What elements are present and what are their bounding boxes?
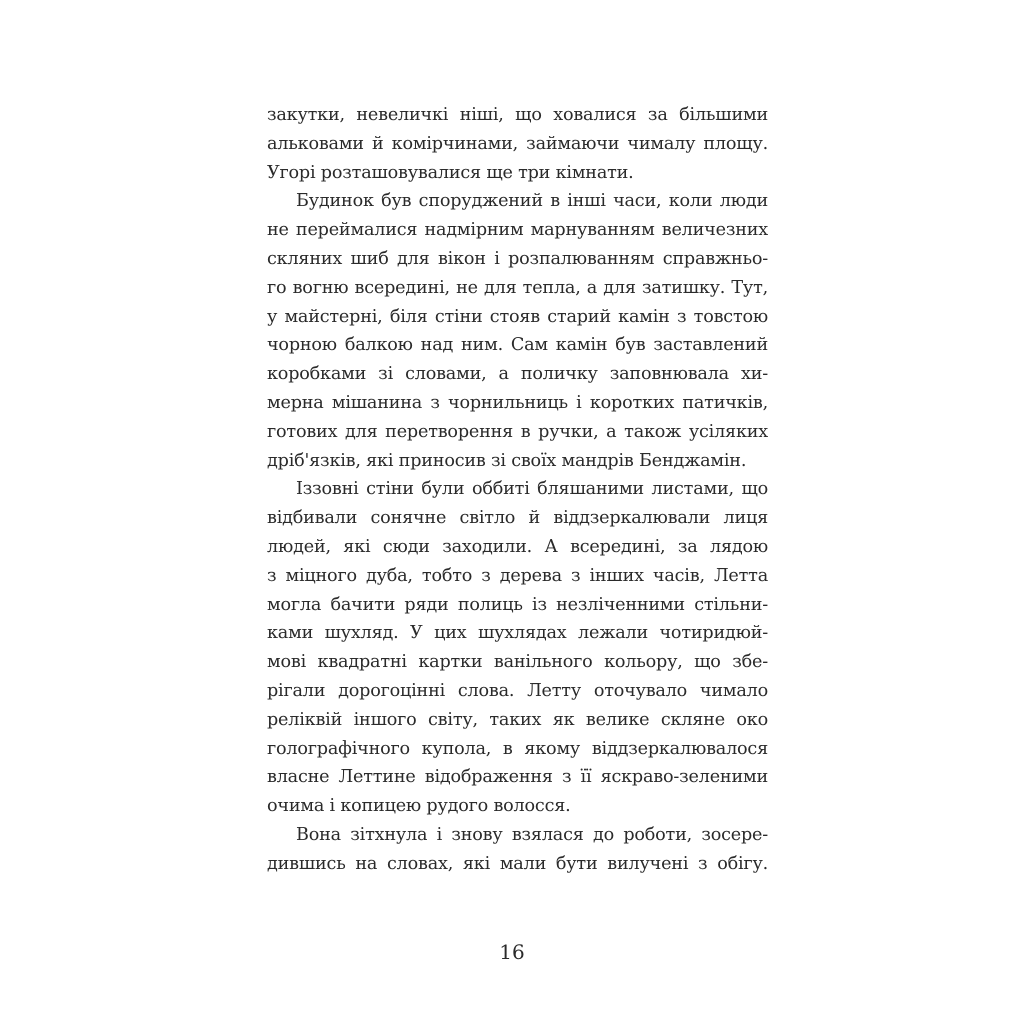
text-line: го вогню всередині, не для тепла, а для затишку. Тут,: [267, 277, 768, 298]
body-text: [267, 101, 768, 879]
text-line: коробками зі словами, а поличку заповнювала хи-: [267, 364, 768, 385]
text-line: людей, які сюди заходили. А всередині, за лядою: [267, 536, 768, 557]
text-line: власне Леттине відображення з її яскраво-зеленими: [267, 767, 768, 788]
text-line: реліквій іншого світу, таких як велике скляне око: [267, 709, 768, 730]
text-line: мові квадратні картки ванільного кольору, що збе-: [267, 652, 768, 673]
text-line: Будинок був споруджений в інші часи, коли люди: [296, 191, 768, 212]
text-line: готових для перетворення в ручки, а також усіляких: [267, 421, 768, 442]
text-line: не переймалися надмірним марнуванням величезних: [267, 220, 768, 241]
text-line: з міцного дуба, тобто з дерева з інших часів, Летта: [267, 565, 768, 586]
text-line: могла бачити ряди полиць із незліченними стільни-: [267, 594, 768, 615]
text-line: дріб'язків, які приносив зі своїх мандрів Бенджамін.: [267, 450, 747, 471]
text-line: рігали дорогоцінні слова. Летту оточувало чимало: [267, 680, 768, 701]
text-line: очима і копицею рудого волосся.: [267, 796, 571, 817]
text-line: Іззовні стіни були оббиті бляшаними листами, що: [296, 479, 768, 500]
text-line: ками шухляд. У цих шухлядах лежали чотиридюй-: [267, 623, 768, 644]
text-line: у майстерні, біля стіни стояв старий камін з товстою: [267, 306, 768, 327]
text-line: Вона зітхнула і знову взялася до роботи, зосере-: [296, 824, 768, 845]
text-line: мерна мішанина з чорнильниць і коротких патичків,: [267, 392, 768, 413]
text-line: відбивали сонячне світло й віддзеркалювали лиця: [267, 508, 768, 529]
text-line: дившись на словах, які мали бути вилучені з обігу.: [267, 853, 768, 874]
page-number: 16: [499, 940, 525, 964]
text-line: скляних шиб для вікон і розпалюванням справжньо-: [267, 248, 768, 269]
text-line: чорною балкою над ним. Сам камін був заставлений: [267, 335, 768, 356]
text-line: альковами й комірчинами, займаючи чималу площу.: [267, 133, 768, 154]
text-line: Угорі розташовувалися ще три кімнати.: [267, 162, 634, 183]
text-line: голографічного купола, в якому віддзеркалювалося: [267, 738, 768, 759]
text-line: закутки, невеличкі ніші, що ховалися за більшими: [267, 105, 768, 125]
